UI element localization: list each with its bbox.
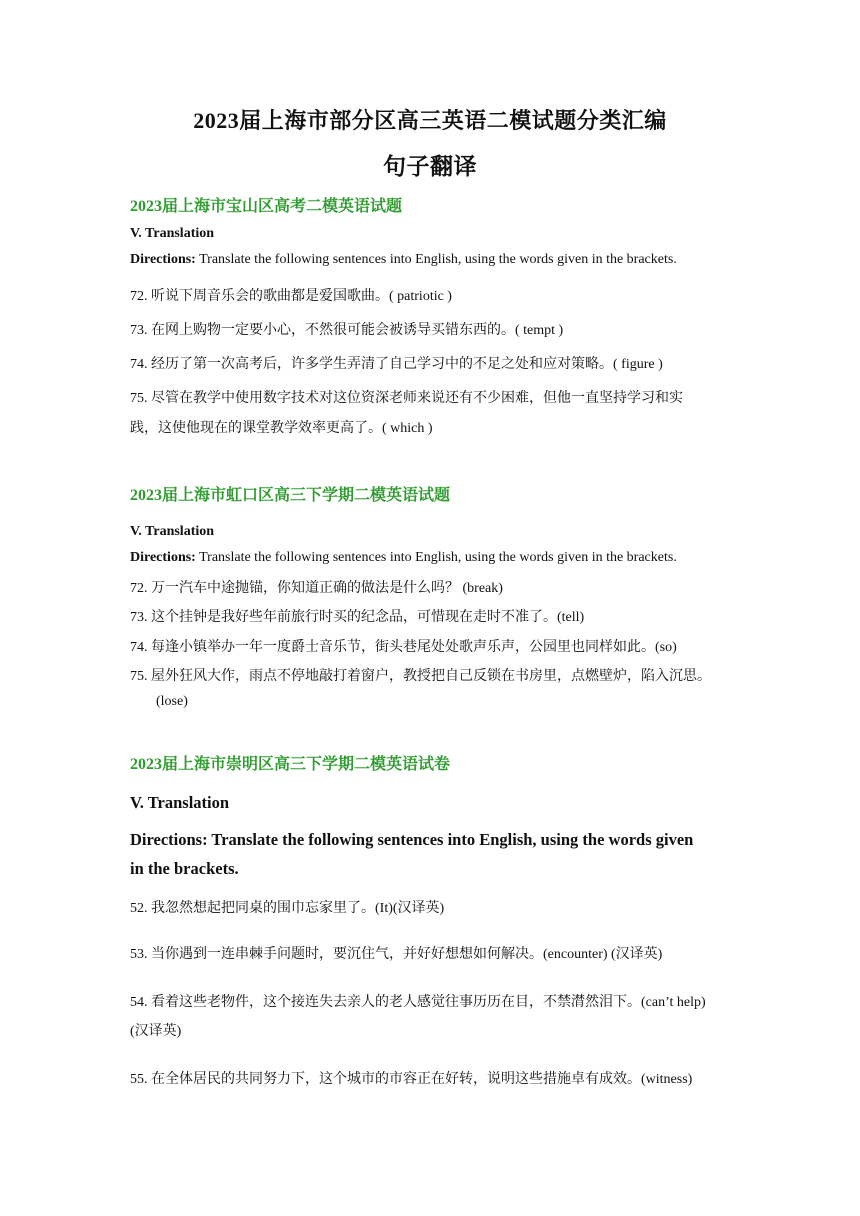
list-item [130,636,677,656]
item-number: 73. [130,610,148,625]
document-subtitle: 句子翻译 [383,154,477,179]
item-text: 在网上购物一定要小心，不然很可能会被诱导买错东西的。( tempt ) [147,323,564,338]
item-text: 在全体居民的共同努力下，这个城市的市容正在好转，说明这些措施卓有成效。(witness) [147,1072,693,1087]
item-text: 尽管在教学中使用数字技术对这位资深老师来说还有不少困难，但他一直坚持学习和实 [147,391,683,406]
item-number: 72. [130,581,148,596]
directions-text: Translate the following sentences into English, using the words given in the brackets. [195,550,677,565]
item-continuation: (lose) [156,694,188,709]
section-title: 2023届上海市宝山区高考二模英语试题 [130,198,403,215]
item-text: 每逢小镇举办一年一度爵士音乐节，街头巷尾处处歌声乐声，公园里也同样如此。(so) [147,640,677,655]
item-text: 看着这些老物件，这个接连失去亲人的老人感觉往事历历在目，不禁潸然泪下。(can’t help) [147,995,706,1010]
list-item [130,285,452,305]
document-title: 2023届上海市部分区高三英语二模试题分类汇编 [193,108,667,133]
item-number: 53. [130,947,148,962]
item-number: 74. [130,640,148,655]
directions-line-2: in the brackets. [130,859,239,878]
item-number: 52. [130,901,148,916]
directions [130,550,677,566]
list-item [130,943,662,963]
list-item [130,897,444,917]
item-text: 我忽然想起把同桌的围巾忘家里了。(It)(汉译英) [147,901,445,916]
item-continuation: (汉译英) [130,1024,182,1039]
section-title: 2023届上海市虹口区高三下学期二模英语试题 [130,487,451,504]
item-text: 经历了第一次高考后，许多学生弄清了自己学习中的不足之处和应对策略。( figure ) [147,357,663,372]
directions-line-1: Directions: Translate the following sentences into English, using the words given [130,830,694,849]
item-text: 这个挂钟是我好些年前旅行时买的纪念品，可惜现在走时不准了。(tell) [147,610,585,625]
directions-text: Translate the following sentences into English, using the words given in the brackets. [195,252,677,267]
item-number: 72. [130,289,148,304]
list-item [130,606,584,626]
item-text: 屋外狂风大作，雨点不停地敲打着窗户，教授把自己反锁在书房里，点燃壁炉，陷入沉思。 [147,669,711,684]
directions-label: Directions: [130,252,196,267]
section-heading: V. Translation [130,226,215,241]
item-continuation: 践，这使他现在的课堂教学效率更高了。( which ) [130,421,433,436]
list-item [130,1068,692,1088]
item-number: 54. [130,995,148,1010]
section-title: 2023届上海市崇明区高三下学期二模英语试卷 [130,756,451,773]
list-item [130,387,683,407]
directions [130,252,677,268]
item-number: 75. [130,669,148,684]
directions-label: Directions: [130,550,196,565]
item-number: 55. [130,1072,148,1087]
item-text: 当你遇到一连串棘手问题时，要沉住气，并好好想想如何解决。(encounter) (汉译英) [147,947,663,962]
item-number: 75. [130,391,148,406]
item-text: 万一汽车中途抛锚，你知道正确的做法是什么吗？ (break) [147,581,503,596]
list-item [130,665,711,685]
list-item [130,353,663,373]
list-item [130,991,706,1011]
item-number: 74. [130,357,148,372]
item-number: 73. [130,323,148,338]
list-item [130,319,563,339]
section-heading: V. Translation [130,793,230,812]
item-text: 听说下周音乐会的歌曲都是爱国歌曲。( patriotic ) [147,289,452,304]
section-heading: V. Translation [130,524,215,539]
list-item [130,577,503,597]
